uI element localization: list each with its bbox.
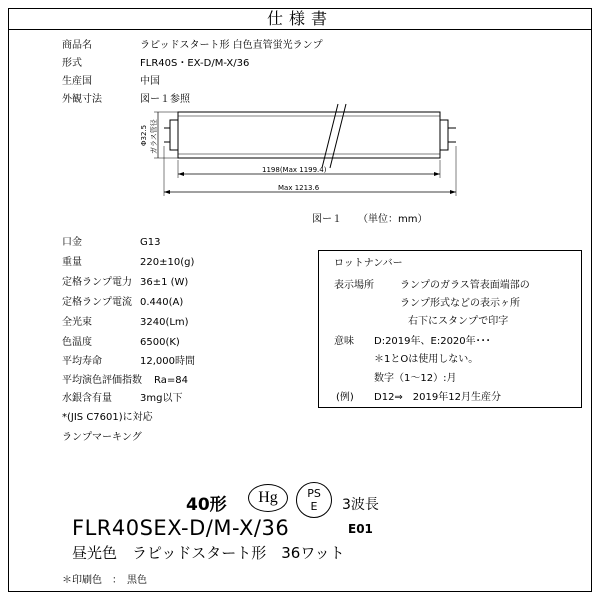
- figure-caption: 図ー１: [312, 214, 342, 225]
- marking-size: 40形: [186, 495, 227, 515]
- lot-example-label: (例): [336, 392, 354, 403]
- unit-label: （単位：mm）: [358, 214, 428, 225]
- lot-location-line-2: ランプ形式などの表示ヶ所: [400, 298, 520, 309]
- spec-label-country: 生産国: [62, 76, 92, 87]
- lot-meaning-label: 意味: [334, 336, 354, 347]
- spec-value-country: 中国: [140, 76, 160, 87]
- pse-mark: [296, 482, 332, 518]
- spec-label-dimensions: 外観寸法: [62, 94, 102, 105]
- spec-label-weight: 重量: [62, 257, 82, 268]
- hg-mark: [248, 484, 288, 512]
- lot-example: D12⇒ 2019年12月生産分: [374, 392, 501, 403]
- diameter-label: Φ32.5: [140, 124, 148, 146]
- spec-label-lifetime: 平均寿命: [62, 356, 102, 367]
- spec-value-current: 0.440(A): [140, 297, 184, 308]
- spec-value-model: FLR40S・EX-D/M-X/36: [140, 58, 250, 69]
- print-color-note: ＊印刷色 ： 黒色: [62, 575, 147, 586]
- marking-model: FLR40SEX-D/M-X/36: [72, 516, 290, 540]
- spec-value-lifetime: 12,000時間: [140, 356, 195, 367]
- spec-label-color-temp: 色温度: [62, 337, 92, 348]
- spec-label-mercury: 水銀含有量: [62, 393, 112, 404]
- triband-label: 3波長: [342, 497, 379, 513]
- right-cap: [440, 120, 448, 150]
- spec-value-cri: Ra=84: [154, 375, 188, 386]
- lot-location-line-1: ランプのガラス管表面端部の: [400, 280, 530, 291]
- jis-note: *(JIS C7601)に対応: [62, 412, 153, 423]
- glass-diameter-label: ガラス管径: [150, 119, 158, 154]
- lot-meaning-line: D:2019年、E:2020年･･･: [374, 336, 491, 347]
- inner-dimension-label: 1198(Max 1199.4): [262, 166, 327, 174]
- lamp-marking-label: ランプマーキング: [62, 432, 142, 443]
- spec-value-color-temp: 6500(K): [140, 337, 180, 348]
- spec-label-product-name: 商品名: [62, 40, 92, 51]
- marking-code: E01: [348, 522, 373, 536]
- spec-label-current: 定格ランプ電流: [62, 297, 132, 308]
- hg-mark-text: Hg: [258, 489, 278, 506]
- spec-value-dimensions: 図ー１参照: [140, 94, 190, 105]
- spec-label-base: 口金: [62, 237, 82, 248]
- spec-label-model: 形式: [62, 58, 82, 69]
- outer-dimension-label: Max 1213.6: [278, 184, 320, 192]
- left-cap: [170, 120, 178, 150]
- spec-label-luminous-flux: 全光束: [62, 317, 92, 328]
- tube-body: [178, 112, 440, 158]
- spec-value-weight: 220±10(g): [140, 257, 195, 268]
- lot-month: 数字（1～12）:月: [374, 373, 457, 384]
- spec-value-base: G13: [140, 237, 161, 248]
- pse-mark-bottom: E: [310, 500, 318, 513]
- spec-label-cri: 平均演色評価指数: [62, 375, 142, 386]
- spec-value-power: 36±1 (W): [140, 277, 189, 288]
- page-title: 仕様書: [8, 8, 592, 30]
- spec-value-luminous-flux: 3240(Lm): [140, 317, 189, 328]
- spec-label-power: 定格ランプ電力: [62, 277, 132, 288]
- lot-location-line-3: 右下にスタンプで印字: [408, 316, 509, 327]
- lot-note: ＊1とOは使用しない。: [374, 354, 479, 365]
- spec-value-mercury: 3mg以下: [140, 393, 183, 404]
- marking-description: 昼光色 ラピッドスタート形 36ワット: [72, 544, 345, 562]
- lot-title: ロットナンバー: [334, 258, 403, 269]
- pse-mark-top: PS: [307, 487, 321, 500]
- spec-value-product-name: ラピッドスタート形 白色直管蛍光ランプ: [140, 40, 323, 51]
- lot-location-label: 表示場所: [334, 280, 374, 291]
